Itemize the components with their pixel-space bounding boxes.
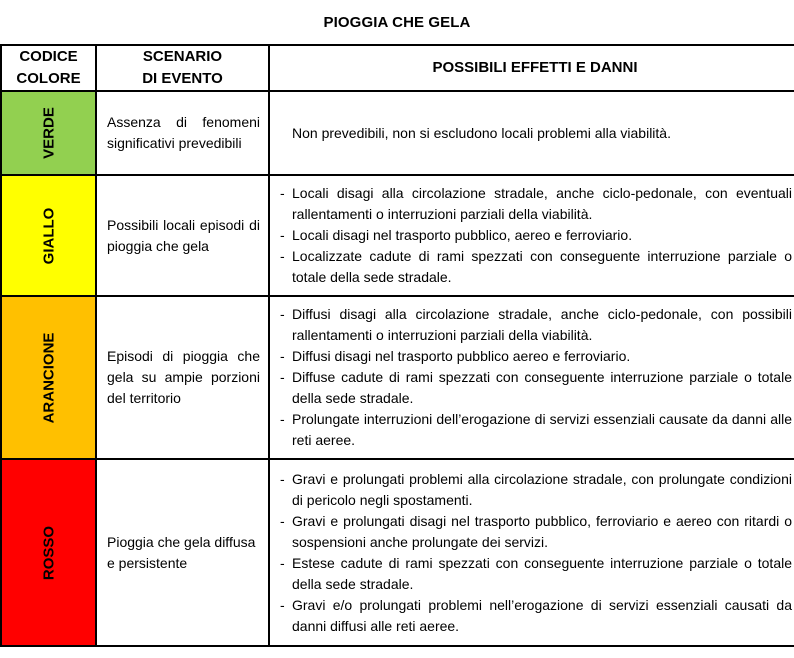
- color-label-verde: VERDE: [40, 107, 57, 159]
- effects-cell-giallo: [269, 175, 794, 296]
- effect-item: - Locali disagi alla circolazione stradale, anche ciclo-pedonale, con eventuali rallentamenti o interruzioni parziali della viabilità.: [278, 183, 792, 225]
- color-cell-rosso: [1, 459, 96, 646]
- effect-item: - Diffusi disagi nel trasporto pubblico aereo e ferroviario.: [278, 346, 792, 367]
- effects-cell-rosso: [269, 459, 794, 646]
- table-row-rosso: [1, 459, 794, 646]
- effects-list-giallo: [278, 183, 794, 288]
- effects-list-rosso: [278, 469, 794, 637]
- color-label-rosso: ROSSO: [40, 525, 57, 580]
- color-label-giallo: GIALLO: [40, 207, 57, 264]
- scenario-cell-rosso: Pioggia che gela diffusa e persistente: [96, 459, 269, 646]
- scenario-cell-verde: Assenza di fenomeni significativi prevedibili: [96, 91, 269, 175]
- effect-item: - Locali disagi nel trasporto pubblico, aereo e ferroviario.: [278, 225, 792, 246]
- effect-item: - Diffusi disagi alla circolazione stradale, anche ciclo-pedonale, con possibili rallentamenti o interruzioni parziali della viabilità.: [278, 304, 792, 346]
- color-label-arancione: ARANCIONE: [40, 332, 57, 423]
- scenario-cell-arancione: Episodi di pioggia che gela su ampie porzioni del territorio: [96, 296, 269, 459]
- effect-item: - Estese cadute di rami spezzati con conseguente interruzione parziale o totale della sede stradale.: [278, 553, 792, 595]
- header-color-code-line1: CODICE: [19, 48, 78, 65]
- document-title: PIOGGIA CHE GELA: [323, 14, 471, 31]
- header-scenario-line1: SCENARIO: [142, 48, 223, 65]
- header-color-code-line2: COLORE: [16, 70, 81, 87]
- effects-cell-verde: Non prevedibili, non si escludono locali problemi alla viabilità.: [269, 91, 794, 175]
- header-scenario: [96, 45, 269, 91]
- effects-cell-arancione: [269, 296, 794, 459]
- effect-item: - Gravi e prolungati disagi nel trasporto pubblico, ferroviario e aereo con ritardi o sospensioni anche prolungate dei servizi.: [278, 511, 792, 553]
- alert-table: [0, 44, 794, 647]
- scenario-cell-giallo: Possibili locali episodi di pioggia che gela: [96, 175, 269, 296]
- effect-item: - Localizzate cadute di rami spezzati con conseguente interruzione parziale o totale della sede stradale.: [278, 246, 792, 288]
- header-scenario-line2: DI EVENTO: [142, 70, 223, 87]
- effect-item: - Prolungate interruzioni dell’erogazione di servizi essenziali causate da danni alle reti aeree.: [278, 409, 792, 451]
- effect-item: - Gravi e prolungati problemi alla circolazione stradale, con prolungate condizioni di pericolo negli spostamenti.: [278, 469, 792, 511]
- table-row-arancione: [1, 296, 794, 459]
- header-color-code: [1, 45, 96, 91]
- color-cell-arancione: [1, 296, 96, 459]
- table-row-verde: [1, 91, 794, 175]
- color-cell-giallo: [1, 175, 96, 296]
- effects-list-arancione: [278, 304, 794, 451]
- effect-item: - Diffuse cadute di rami spezzati con conseguente interruzione parziale o totale della sede stradale.: [278, 367, 792, 409]
- header-row: [1, 45, 794, 91]
- table-row-giallo: [1, 175, 794, 296]
- color-cell-verde: [1, 91, 96, 175]
- effect-item: - Gravi e/o prolungati problemi nell’erogazione di servizi essenziali causati da danni diffusi alle reti aeree.: [278, 595, 792, 637]
- header-effects: POSSIBILI EFFETTI E DANNI: [269, 45, 794, 91]
